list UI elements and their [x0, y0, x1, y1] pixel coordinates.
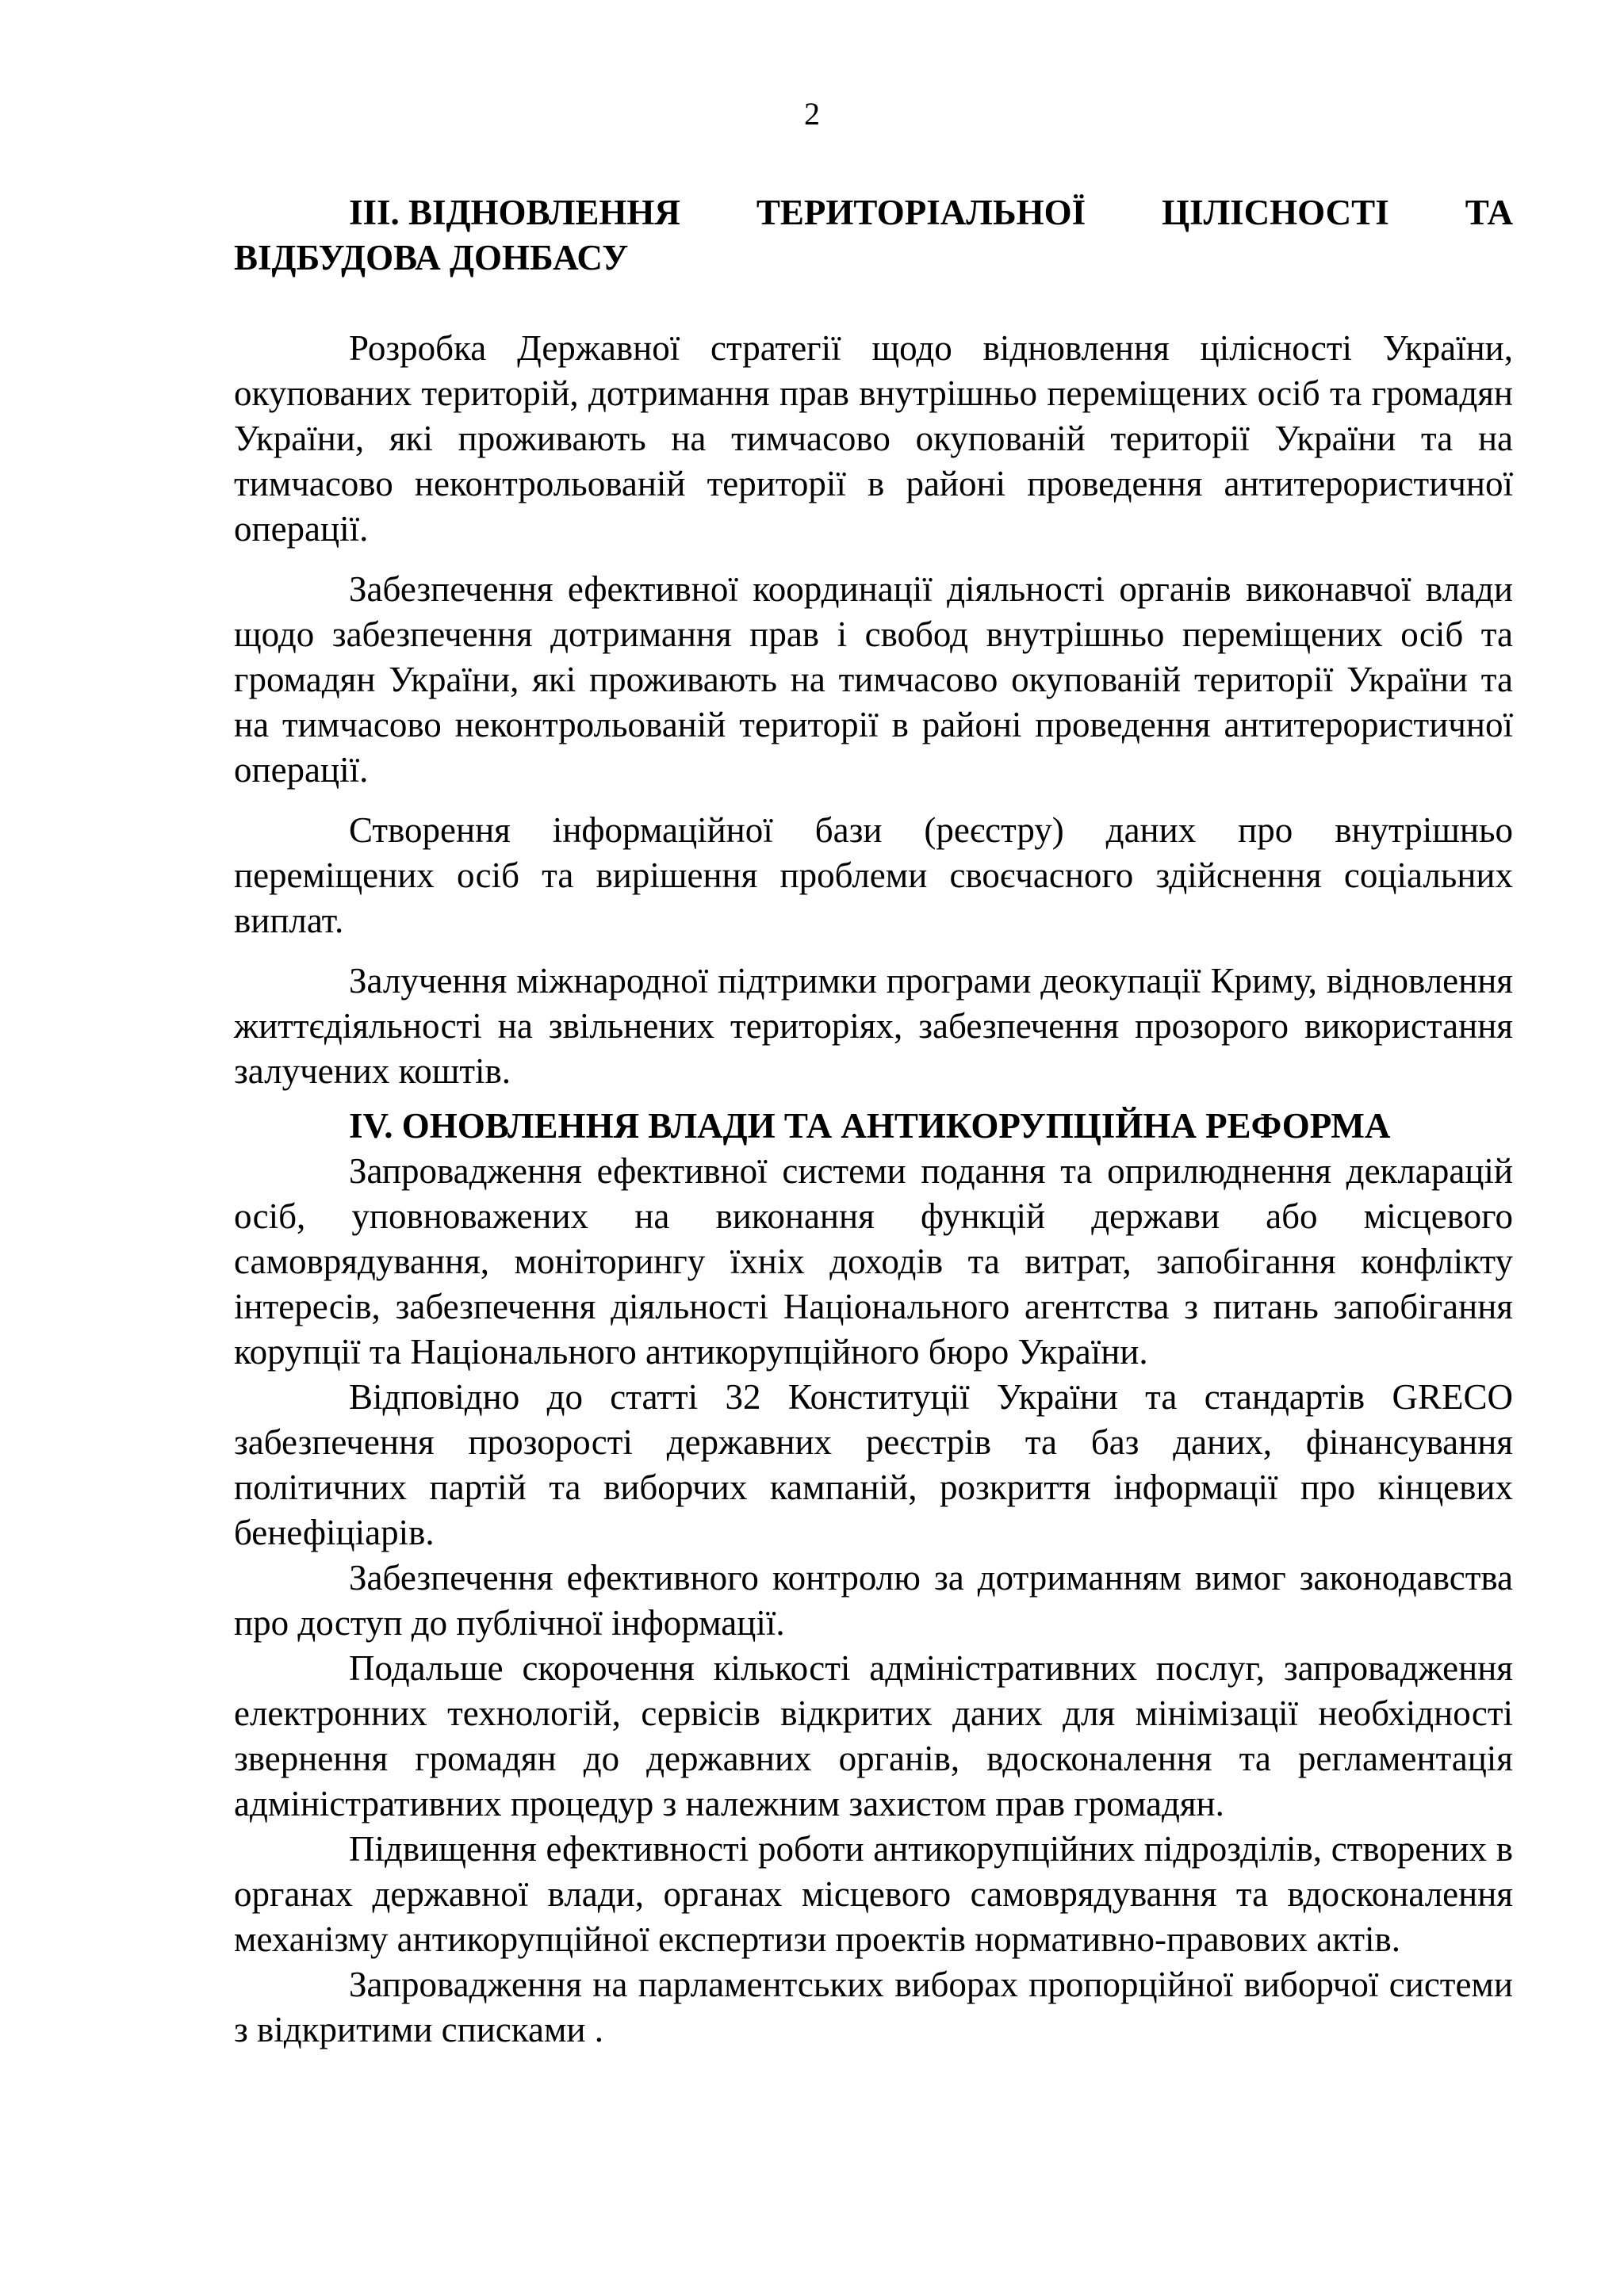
section-3 — [234, 190, 1513, 1094]
section-3-heading-word-3: ЦІЛІСНОСТІ — [1162, 193, 1389, 232]
section-3-paragraph-4: Залучення міжнародної підтримки програми деокупації Криму, відновлення життєдіяльності на звільнених територіях, забезпечення прозорого використання залучених коштів. — [234, 961, 1513, 1091]
section-4-paragraph-1: Запровадження ефективної системи подання та оприлюднення декларацій осіб, уповноважених на виконання функцій держави або місцевого самоврядування, моніторингу їхніх доходів та витрат, запобігання конфлікту інтересів, забезпечення діяльності Національного агентства з питань запобігання корупції та Національного антикорупційного бюро України. — [234, 1151, 1513, 1372]
section-4-paragraph-4: Подальше скорочення кількості адміністративних послуг, запровадження електронних технологій, сервісів відкритих даних для мінімізації необхідності звернення громадян до державних органів, вдосконалення та регламентація адміністративних процедур з належним захистом прав громадян. — [234, 1648, 1513, 1823]
page-number: 2 — [804, 96, 820, 132]
section-4-paragraph-5: Підвищення ефективності роботи антикорупційних підрозділів, створених в органах державної влади, органах місцевого самоврядування та вдосконалення механізму антикорупційної експертизи проектів нормативно-правових актів. — [234, 1829, 1513, 1959]
section-3-paragraph-1: Розробка Державної стратегії щодо відновлення цілісності України, окупованих територій, дотримання прав внутрішньо переміщених осіб та громадян України, які проживають на тимчасово окупованій території України та на тимчасово неконтрольованій території в районі проведення антитерористичної операції. — [234, 328, 1513, 549]
section-4-paragraph-2: Відповідно до статті 32 Конституції України та стандартів GRECO забезпечення прозорості державних реєстрів та баз даних, фінансування політичних партій та виборчих кампаній, розкриття інформації про кінцевих бенефіціарів. — [234, 1377, 1513, 1552]
section-4-paragraph-3: Забезпечення ефективного контролю за дотриманням вимог законодавства про доступ до публічної інформації. — [234, 1558, 1513, 1643]
section-3-heading-word-1: ІІІ. ВІДНОВЛЕННЯ — [349, 193, 680, 232]
section-3-heading-line-1 — [234, 190, 1513, 235]
section-3-heading-word-2: ТЕРИТОРІАЛЬНОЇ — [756, 193, 1086, 232]
section-3-paragraph-2: Забезпечення ефективної координації діяльності органів виконавчої влади щодо забезпечення дотримання прав і свобод внутрішньо переміщених осіб та громадян України, які проживають на тимчасово окупованій території України та на тимчасово неконтрольованій території в районі проведення антитерористичної операції. — [234, 569, 1513, 790]
document-body — [234, 190, 1513, 2053]
section-3-paragraph-3: Створення інформаційної бази (реєстру) даних про внутрішньо переміщених осіб та вирішення проблеми своєчасного здійснення соціальних виплат. — [234, 810, 1513, 940]
section-3-heading-word-4: ТА — [1465, 193, 1513, 232]
section-4-paragraph-6: Запровадження на парламентських виборах пропорційної виборчої системи з відкритими списками . — [234, 1965, 1513, 2049]
section-3-heading-line-2: ВІДБУДОВА ДОНБАСУ — [234, 238, 629, 277]
section-3-heading — [234, 190, 1513, 281]
section-4 — [234, 1104, 1513, 2053]
section-4-heading: IV. ОНОВЛЕННЯ ВЛАДИ ТА АНТИКОРУПЦІЙНА РЕФОРМА — [349, 1106, 1391, 1146]
